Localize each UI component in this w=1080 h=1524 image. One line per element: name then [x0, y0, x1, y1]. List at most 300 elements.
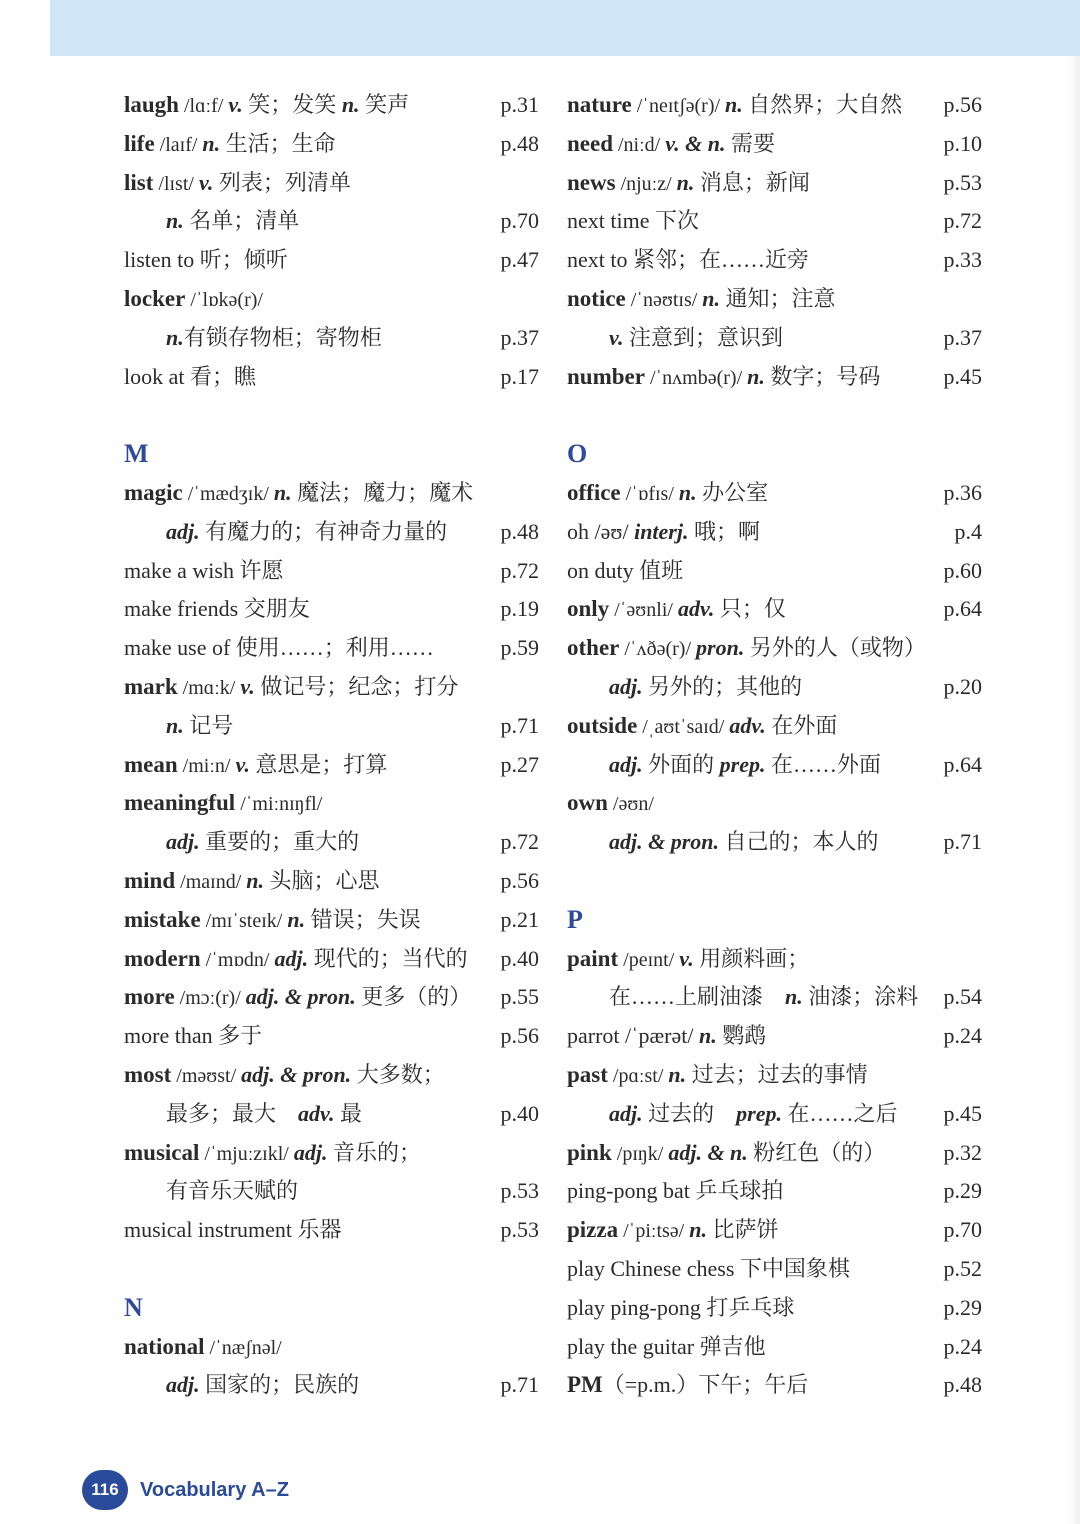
- page-reference: p.56: [500, 1023, 539, 1049]
- definition: play Chinese chess 下中国象棋: [567, 1255, 850, 1281]
- page-reference: p.32: [943, 1139, 982, 1165]
- entry-text: [567, 1328, 766, 1367]
- headword: mean: [124, 751, 178, 777]
- headword: meaningful: [124, 790, 236, 816]
- page-reference: p.53: [500, 1217, 539, 1243]
- part-of-speech: adj.: [166, 829, 200, 855]
- vocab-entry: [124, 164, 539, 203]
- phonetic: /njuːz/: [615, 172, 677, 195]
- vocab-entry: [124, 668, 539, 707]
- page-reference: p.45: [943, 363, 982, 389]
- entry-text: [124, 280, 263, 320]
- definition: more than 多于: [124, 1023, 263, 1049]
- page-reference: p.56: [943, 92, 982, 117]
- definition: 现代的；当代的: [308, 945, 468, 971]
- page-number-badge: 116: [82, 1470, 128, 1510]
- definition: 错误；失误: [305, 906, 421, 932]
- definition: 过去；过去的事情: [686, 1061, 868, 1087]
- definition: 有音乐天赋的: [166, 1178, 299, 1204]
- vocab-entry-continuation: [124, 319, 539, 358]
- part-of-speech: pron.: [696, 635, 745, 661]
- headword: need: [567, 130, 613, 156]
- entry-text: [567, 358, 880, 398]
- headword: most: [124, 1061, 172, 1087]
- vocab-entry: [124, 1134, 539, 1173]
- vocab-entry-continuation: [124, 1172, 539, 1211]
- page-reference: p.21: [500, 906, 539, 932]
- definition: 办公室: [696, 479, 769, 505]
- vocab-entry: [567, 552, 982, 591]
- phonetic: /ˈmiːnɪŋfl/: [235, 793, 323, 816]
- definition: 在外面: [765, 712, 838, 738]
- header-band: [50, 0, 1080, 56]
- entry-text: [567, 280, 836, 320]
- vocab-column-left: [124, 86, 539, 1405]
- phonetic: /ˈnʌmbə(r)/: [644, 366, 748, 389]
- definition: 自己的；本人的: [719, 829, 879, 855]
- phonetic: /maɪnd/: [175, 870, 247, 893]
- definition: 过去的: [642, 1100, 737, 1126]
- part-of-speech: n.: [678, 479, 697, 505]
- entry-text: [124, 629, 434, 668]
- definition: 最: [334, 1100, 362, 1126]
- definition: 外面的: [642, 751, 720, 777]
- vocab-entry-continuation: [567, 823, 982, 862]
- definition: next to 紧邻；在……近旁: [567, 247, 809, 273]
- vocab-entry: [124, 552, 539, 591]
- entry-text: [567, 1134, 885, 1174]
- phonetic: /ˈmɒdn/: [200, 948, 275, 971]
- vocab-entry: [124, 1056, 539, 1095]
- part-of-speech: n.: [747, 363, 765, 389]
- entry-text: [567, 784, 654, 824]
- vocab-entry: [124, 746, 539, 785]
- entry-text: [124, 901, 421, 941]
- page-reference: p.19: [500, 596, 539, 622]
- page-reference: p.56: [500, 867, 539, 893]
- part-of-speech: adj. & n.: [668, 1139, 748, 1165]
- section-letter-heading: M: [124, 439, 149, 469]
- page-reference: p.40: [500, 945, 539, 971]
- definition: 比萨饼: [706, 1217, 779, 1243]
- definition: 最多；最大: [166, 1100, 299, 1126]
- phonetic: /mɪˈsteɪk/: [200, 909, 288, 932]
- section-letter-heading: O: [567, 439, 588, 469]
- entry-text: [567, 552, 683, 591]
- section-letter-heading: N: [124, 1292, 143, 1322]
- part-of-speech: adv.: [729, 712, 766, 738]
- phonetic: /məʊst/: [171, 1064, 242, 1087]
- entry-text: [567, 1366, 808, 1405]
- entry-text: [124, 319, 382, 358]
- headword: paint: [567, 945, 619, 971]
- vocab-entry-continuation: [567, 746, 982, 785]
- part-of-speech: adj. & pron.: [241, 1061, 352, 1087]
- vocab-entry: [124, 1017, 539, 1056]
- definition: 做记号；纪念；打分: [254, 673, 459, 699]
- page-reference: p.37: [500, 324, 539, 350]
- vocab-entry: [567, 1250, 982, 1289]
- vocab-entry: [567, 1366, 982, 1405]
- vocab-entry: [567, 280, 982, 319]
- part-of-speech: n.: [689, 1217, 707, 1243]
- headword: modern: [124, 945, 201, 971]
- phonetic: /niːd/: [613, 133, 666, 156]
- page-reference: p.4: [954, 518, 982, 544]
- definition: 需要: [725, 130, 776, 156]
- section-spacer: [567, 862, 982, 901]
- definition: 消息；新闻: [694, 169, 810, 195]
- entry-text: [124, 590, 310, 629]
- definition: musical instrument 乐器: [124, 1217, 342, 1243]
- page-reference: p.37: [943, 324, 982, 350]
- page-reference: p.70: [500, 208, 539, 234]
- page-reference: p.24: [943, 1023, 982, 1049]
- part-of-speech: adj. & pron.: [245, 984, 356, 1010]
- vocab-entry: [124, 1328, 539, 1367]
- page-reference: p.48: [500, 130, 539, 156]
- page-reference: p.48: [500, 518, 539, 544]
- entry-text: [567, 668, 802, 707]
- part-of-speech: adj. & pron.: [609, 829, 720, 855]
- vocab-entry: [124, 862, 539, 901]
- phonetic: /peɪnt/: [618, 948, 680, 971]
- entry-text: [567, 1211, 778, 1251]
- vocab-entry: [567, 707, 982, 746]
- definition: 记号: [183, 712, 234, 738]
- part-of-speech: adj.: [293, 1139, 328, 1165]
- part-of-speech: v.: [198, 169, 214, 195]
- definition: 另外的人（或物）: [744, 635, 926, 661]
- page-reference: p.71: [943, 829, 982, 855]
- page-reference: p.47: [500, 247, 539, 273]
- page-reference: p.53: [500, 1178, 539, 1204]
- entry-text: [567, 1017, 766, 1056]
- headword: mistake: [124, 906, 201, 932]
- definition: play the guitar 弹吉他: [567, 1333, 766, 1359]
- phonetic: /miːn/: [177, 754, 236, 777]
- part-of-speech: prep.: [736, 1100, 782, 1126]
- entry-text: [124, 784, 322, 824]
- definition: make a wish 许愿: [124, 557, 284, 583]
- entry-text: [124, 358, 256, 397]
- vocab-entry: [567, 125, 982, 164]
- part-of-speech: n.: [166, 208, 184, 234]
- page-reference: p.40: [500, 1100, 539, 1126]
- definition: parrot /ˈpærət/: [567, 1023, 699, 1049]
- part-of-speech: adj.: [166, 518, 200, 544]
- page-reference: p.29: [943, 1178, 982, 1204]
- entry-text: [124, 940, 468, 980]
- vocab-entry: [124, 590, 539, 629]
- entry-text: [124, 1056, 445, 1096]
- definition: 粉红色（的）: [747, 1139, 886, 1165]
- headword: only: [567, 596, 610, 622]
- vocab-entry: [567, 1328, 982, 1367]
- vocab-entry: [124, 125, 539, 164]
- phonetic: /əʊn/: [607, 793, 654, 816]
- part-of-speech: n.: [246, 867, 264, 893]
- definition: look at 看；瞧: [124, 363, 256, 389]
- entry-text: [124, 1095, 362, 1134]
- definition: 自然界；大自然: [742, 92, 903, 117]
- section-spacer: [567, 396, 982, 435]
- page-reference: p.48: [943, 1372, 982, 1398]
- vocab-entry: [124, 474, 539, 513]
- phonetic: /ˈmædʒɪk/: [182, 482, 274, 505]
- part-of-speech: interj.: [634, 518, 689, 544]
- vocab-entry: [124, 901, 539, 940]
- vocab-entry-continuation: [124, 1095, 539, 1134]
- part-of-speech: n.: [785, 984, 803, 1010]
- definition: 国家的；民族的: [199, 1372, 360, 1398]
- entry-text: [124, 1328, 282, 1368]
- entry-text: [124, 823, 359, 862]
- headword: mark: [124, 673, 178, 699]
- vocab-entry: [567, 513, 982, 552]
- page-reference: p.20: [943, 673, 982, 699]
- definition: oh /əʊ/: [567, 518, 635, 544]
- definition: 名单；清单: [183, 208, 300, 234]
- vocab-entry: [567, 474, 982, 513]
- definition: 列表；列清单: [213, 169, 351, 195]
- headword: PM: [567, 1372, 603, 1398]
- page-reference: p.72: [500, 557, 539, 583]
- definition: 大多数；: [351, 1061, 445, 1087]
- vocab-entry: [567, 590, 982, 629]
- part-of-speech: n.: [702, 285, 721, 311]
- entry-text: [124, 1017, 262, 1056]
- vocab-entry: [567, 164, 982, 203]
- vocab-entry-continuation: [567, 319, 982, 358]
- entry-text: [567, 823, 879, 862]
- definition: 油漆；涂料: [802, 984, 919, 1010]
- headword: other: [567, 635, 620, 661]
- entry-text: [124, 746, 387, 786]
- part-of-speech: v. & n.: [665, 130, 726, 156]
- entry-text: [567, 629, 926, 669]
- definition: 在……之后: [781, 1100, 898, 1126]
- phonetic: /mɑːk/: [177, 676, 241, 699]
- headword: laugh: [124, 92, 179, 117]
- definition: 音乐的；: [327, 1139, 421, 1165]
- entry-text: [567, 1289, 794, 1328]
- part-of-speech: n.: [287, 906, 306, 932]
- page-reference: p.45: [943, 1100, 982, 1126]
- entry-text: [567, 1095, 897, 1134]
- vocab-entry-continuation: [567, 1095, 982, 1134]
- page-reference: p.29: [943, 1294, 982, 1320]
- headword: news: [567, 169, 616, 195]
- headword: nature: [567, 92, 632, 117]
- entry-text: [567, 202, 699, 241]
- headword: notice: [567, 285, 626, 311]
- vocab-entry: [567, 1289, 982, 1328]
- page-reference: p.36: [943, 479, 982, 505]
- entry-text: [567, 86, 902, 126]
- vocab-entry: [567, 784, 982, 823]
- phonetic: /mɔː(r)/: [174, 987, 246, 1010]
- definition: 有魔力的；有神奇力量的: [199, 518, 448, 544]
- entry-text: [567, 125, 775, 165]
- headword: outside: [567, 712, 638, 738]
- part-of-speech: adj.: [609, 1100, 643, 1126]
- vocab-entry-continuation: [124, 202, 539, 241]
- page-reference: p.17: [500, 363, 539, 389]
- vocab-entry: [124, 358, 539, 397]
- definition: 有锁存物柜；寄物柜: [183, 324, 382, 350]
- definition: make use of 使用……；利用……: [124, 635, 434, 661]
- vocab-entry: [567, 202, 982, 241]
- entry-text: [124, 86, 409, 126]
- page-reference: p.59: [500, 635, 539, 661]
- definition: 用颜料画；: [693, 945, 810, 971]
- phonetic: /ˈnæʃnəl/: [204, 1336, 282, 1359]
- phonetic: /ˌaʊtˈsaɪd/: [637, 715, 730, 738]
- part-of-speech: n.: [273, 479, 292, 505]
- entry-text: [567, 590, 786, 630]
- page-reference: p.72: [500, 829, 539, 855]
- phonetic: /pɪŋk/: [611, 1142, 669, 1165]
- entry-text: [124, 862, 380, 902]
- entry-text: [124, 1134, 421, 1174]
- part-of-speech: n.: [725, 92, 743, 117]
- phonetic: /ˈpiːtsə/: [618, 1220, 690, 1243]
- headword: life: [124, 130, 155, 156]
- entry-text: [124, 552, 283, 591]
- headword: pink: [567, 1139, 612, 1165]
- definition: 另外的；其他的: [642, 673, 803, 699]
- entry-text: [124, 1366, 359, 1405]
- vocab-entry: [124, 1211, 539, 1250]
- page-reference: p.64: [943, 751, 982, 777]
- page-reference: p.10: [943, 130, 982, 156]
- page-reference: p.72: [943, 208, 982, 234]
- headword: number: [567, 363, 645, 389]
- vocab-entry: [567, 358, 982, 397]
- definition: 魔法；魔力；魔术: [291, 479, 474, 505]
- headword: more: [124, 984, 175, 1010]
- phonetic: /ˈɒfɪs/: [620, 482, 679, 505]
- definition: 注意到；意识到: [623, 324, 783, 350]
- headword: national: [124, 1333, 205, 1359]
- vocab-entry: [567, 241, 982, 280]
- entry-text: [124, 707, 233, 746]
- entry-text: [124, 474, 473, 514]
- page-reference: p.33: [943, 247, 982, 273]
- vocab-entry: [567, 1172, 982, 1211]
- definition: make friends 交朋友: [124, 596, 310, 622]
- part-of-speech: adj.: [166, 1372, 200, 1398]
- definition: next time 下次: [567, 208, 699, 234]
- definition: 头脑；心思: [264, 867, 380, 893]
- vocab-entry-continuation: [124, 823, 539, 862]
- entry-text: [567, 707, 837, 747]
- vocab-entry: [567, 629, 982, 668]
- headword: magic: [124, 479, 183, 505]
- part-of-speech: adj.: [609, 673, 643, 699]
- section-spacer: [124, 1250, 539, 1289]
- entry-text: [124, 164, 351, 204]
- vocab-entry: [124, 978, 539, 1017]
- part-of-speech: n.: [166, 712, 184, 738]
- phonetic: /ˈlɒkə(r)/: [185, 288, 263, 311]
- part-of-speech: adv.: [298, 1100, 335, 1126]
- entry-text: [124, 978, 471, 1018]
- part-of-speech: v.: [240, 673, 255, 699]
- page-reference: p.24: [943, 1333, 982, 1359]
- phonetic: /ˈnəʊtɪs/: [625, 288, 703, 311]
- vocab-entry-continuation: [124, 707, 539, 746]
- headword: past: [567, 1061, 608, 1087]
- part-of-speech: adj.: [609, 751, 643, 777]
- part-of-speech: v.: [609, 324, 624, 350]
- headword: own: [567, 790, 608, 816]
- part-of-speech: prep.: [719, 751, 766, 777]
- phonetic: /ˈmjuːzɪkl/: [199, 1142, 294, 1165]
- page-reference: p.71: [500, 1372, 539, 1398]
- part-of-speech: v.: [228, 92, 243, 117]
- part-of-speech: v.: [679, 945, 694, 971]
- definition: 通知；注意: [720, 285, 836, 311]
- headword: pizza: [567, 1217, 619, 1243]
- vocab-column-right: [567, 86, 982, 1405]
- part-of-speech: n.: [202, 130, 221, 156]
- definition: listen to 听；倾听: [124, 247, 288, 273]
- page-reference: p.52: [943, 1255, 982, 1281]
- vocab-entry-continuation: [567, 668, 982, 707]
- phonetic: /ˈəʊnli/: [609, 599, 678, 622]
- page-reference: p.60: [943, 557, 982, 583]
- entry-text: [567, 1056, 868, 1096]
- vocab-entry-continuation: [124, 1366, 539, 1405]
- page-reference: p.70: [943, 1217, 982, 1243]
- part-of-speech: n.: [668, 1061, 687, 1087]
- part-of-speech: v.: [235, 751, 250, 777]
- vocab-entry: [567, 1134, 982, 1173]
- entry-text: [124, 125, 336, 165]
- page-reference: p.27: [500, 751, 539, 777]
- entry-text: [124, 241, 288, 280]
- vocab-entry: [567, 1017, 982, 1056]
- vocab-entry: [124, 86, 539, 125]
- part-of-speech: adv.: [677, 596, 715, 622]
- page-reference: p.53: [943, 169, 982, 195]
- definition: ping-pong bat 乒乓球拍: [567, 1178, 784, 1204]
- phonetic: /ˈneɪtʃə(r)/: [631, 95, 726, 117]
- vocab-entry: [567, 1211, 982, 1250]
- entry-text: [567, 746, 881, 785]
- vocab-entry: [567, 1056, 982, 1095]
- headword: office: [567, 479, 621, 505]
- headword: list: [124, 169, 154, 195]
- entry-text: [124, 1211, 342, 1250]
- definition: 哦；啊: [688, 518, 760, 544]
- page-reference: p.64: [943, 596, 982, 622]
- vocab-entry: [124, 629, 539, 668]
- phonetic: /pɑːst/: [607, 1064, 669, 1087]
- definition: 在……上刷油漆: [609, 984, 786, 1010]
- page-edge-shadow: [1068, 56, 1080, 1524]
- entry-text: [567, 474, 768, 514]
- definition: 只；仅: [714, 596, 786, 622]
- vocab-entry: [567, 940, 982, 979]
- vocab-entry-continuation: [124, 513, 539, 552]
- entry-text: [567, 1172, 783, 1211]
- page-reference: p.71: [500, 712, 539, 738]
- definition: 笑声: [359, 92, 410, 117]
- entry-text: [567, 978, 918, 1017]
